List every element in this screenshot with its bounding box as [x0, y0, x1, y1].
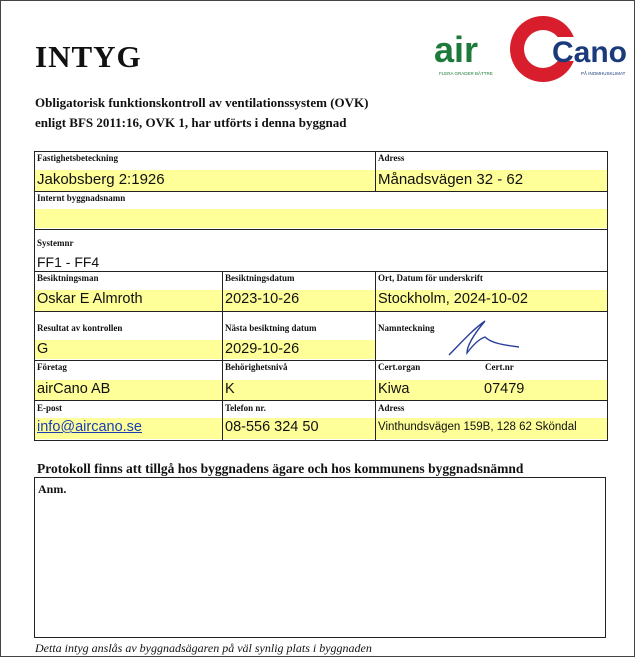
protocol-statement: Protokoll finns att tillgå hos byggnadens ägare och hos kommunens byggnadsnämnd: [37, 461, 524, 476]
aircano-logo: [431, 9, 631, 89]
telefon-label: Telefon nr.: [225, 403, 266, 413]
logo-graphic: [431, 9, 631, 89]
divider: [35, 311, 607, 312]
remarks-label: Anm.: [38, 482, 67, 496]
signature-image: [445, 315, 525, 359]
logo-tagline-left: FLERA GRADER BÄTTRE: [439, 71, 493, 76]
besiktningsman-value: Oskar E Almroth: [35, 290, 222, 311]
divider: [375, 152, 376, 192]
divider: [35, 229, 607, 230]
telefon-value: 08-556 324 50: [223, 418, 375, 439]
namnteckning-label: Namnteckning: [378, 323, 435, 333]
fastighetsbeteckning-value: Jakobsberg 2:1926: [37, 171, 165, 188]
logo-air-text: air: [434, 29, 479, 70]
email-link[interactable]: info@aircano.se: [37, 419, 142, 435]
internt-byggnadsnamn-label: Internt byggnadsnamn: [37, 193, 126, 203]
divider: [375, 271, 376, 440]
cert-organ-label: Cert.organ: [378, 362, 421, 372]
remarks-box[interactable]: [34, 477, 606, 638]
adress2-value: Vinthundsvägen 159B, 128 62 Sköndal: [376, 418, 607, 439]
logo-tagline-right: PÅ INOMHUSKLIMAT: [581, 71, 626, 76]
ort-datum-value: Stockholm, 2024-10-02: [376, 290, 607, 311]
besiktningsdatum-label: Besiktningsdatum: [225, 273, 295, 283]
foretag-label: Företag: [37, 362, 67, 372]
logo-cano-text: Cano: [552, 36, 627, 69]
behorighetsniva-label: Behörighetsnivå: [225, 362, 288, 372]
nasta-besiktning-value: 2029-10-26: [223, 340, 375, 359]
epost-value: [35, 418, 222, 439]
divider: [35, 360, 607, 361]
internt-byggnadsnamn-value: [35, 209, 607, 228]
footer-note: Detta intyg anslås av byggnadsägaren på väl synlig plats i byggnaden: [35, 641, 372, 655]
divider: [35, 400, 607, 401]
divider: [35, 191, 607, 192]
subtitle-line-1: Obligatorisk funktionskontroll av ventilationssystem (OVK): [35, 95, 369, 110]
adress2-label: Adress: [378, 403, 405, 413]
ort-datum-label: Ort, Datum för underskrift: [378, 273, 483, 283]
adress-label: Adress: [378, 153, 405, 163]
adress-value: Månadsvägen 32 - 62: [378, 171, 524, 188]
cert-nr-value: 07479: [484, 381, 525, 397]
resultat-label: Resultat av kontrollen: [37, 323, 123, 333]
divider: [35, 271, 607, 272]
cert-nr-label: Cert.nr: [485, 362, 514, 372]
epost-label: E-post: [37, 403, 63, 413]
cert-organ-value: Kiwa: [378, 381, 410, 397]
divider: [222, 271, 223, 440]
systemnr-label: Systemnr: [37, 238, 74, 248]
besiktningsdatum-value: 2023-10-26: [223, 290, 375, 311]
nasta-besiktning-label: Nästa besiktning datum: [225, 323, 317, 333]
foretag-value: airCano AB: [35, 380, 222, 400]
besiktningsman-label: Besiktningsman: [37, 273, 99, 283]
certificate-form: [34, 151, 608, 441]
resultat-value: G: [35, 340, 222, 359]
systemnr-value: FF1 - FF4: [37, 254, 100, 270]
subtitle-line-2: enligt BFS 2011:16, OVK 1, har utförts i denna byggnad: [35, 115, 347, 130]
page-title: INTYG: [35, 39, 142, 74]
fastighetsbeteckning-label: Fastighetsbeteckning: [37, 153, 118, 163]
behorighetsniva-value: K: [223, 380, 375, 400]
